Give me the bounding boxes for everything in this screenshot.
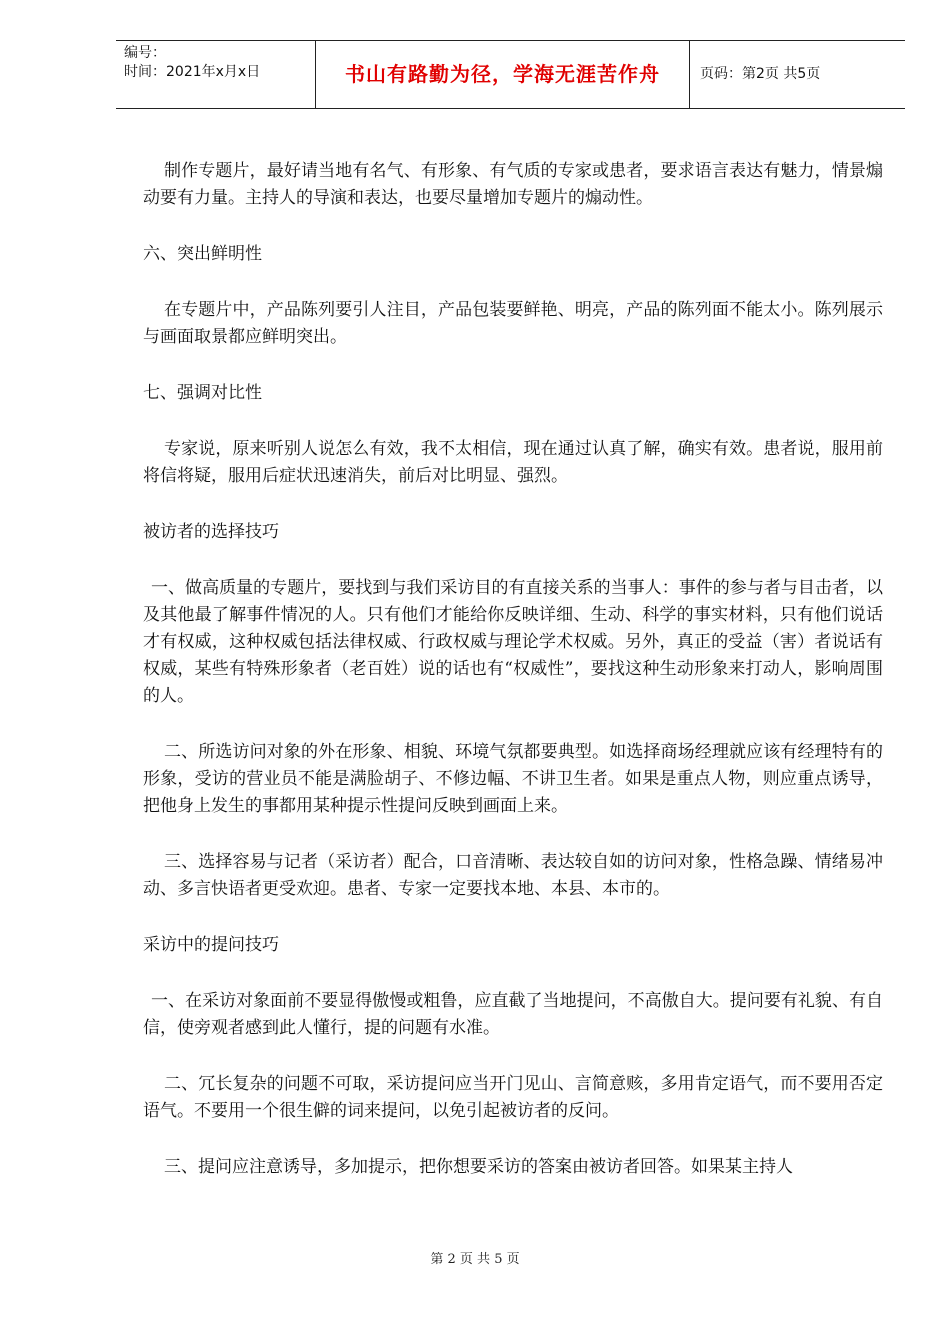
document-body: [143, 158, 883, 1210]
body-paragraph: 三、提问应注意诱导，多加提示，把你想要采访的答案由被访者回答。如果某主持人: [164, 1157, 793, 1177]
body-paragraph: 二、冗长复杂的问题不可取，采访提问应当开门见山、言简意赅，多用肯定语气，而不要用否定语气。不要用一个很生僻的词来提问，以免引起被访者的反问。: [143, 1074, 883, 1121]
body-paragraph: 一、在采访对象面前不要显得傲慢或粗鲁，应直截了当地提问，不高傲自大。提问要有礼貌、有自信，使旁观者感到此人懂行，提的问题有水准。: [143, 991, 883, 1038]
header-meta-cell: [116, 41, 316, 108]
page-footer: 第 2 页 共 5 页: [430, 1252, 520, 1267]
header-page-info: 页码：第2页 共5页: [700, 66, 821, 82]
header-motto-cell: [316, 41, 690, 108]
section-heading: 六、突出鲜明性: [143, 244, 262, 264]
section-heading: 七、强调对比性: [143, 383, 262, 403]
body-paragraph: 专家说，原来听别人说怎么有效，我不太相信，现在通过认真了解，确实有效。患者说，服用前将信将疑，服用后症状迅速消失，前后对比明显、强烈。: [143, 439, 883, 486]
body-paragraph: 二、所选访问对象的外在形象、相貌、环境气氛都要典型。如选择商场经理就应该有经理特有的形象，受访的营业员不能是满脸胡子、不修边幅、不讲卫生者。如果是重点人物，则应重点诱导，把他身上发生的事都用某种提示性提问反映到画面上来。: [143, 742, 883, 816]
header-motto: 书山有路勤为径，学海无涯苦作舟: [345, 62, 660, 86]
body-paragraph: 在专题片中，产品陈列要引人注目，产品包装要鲜艳、明亮，产品的陈列面不能太小。陈列展示与画面取景都应鲜明突出。: [143, 300, 883, 347]
document-time-label: 时间：2021年x月x日: [124, 64, 261, 80]
header-page-cell: [690, 41, 905, 108]
section-heading: 采访中的提问技巧: [143, 935, 279, 955]
section-heading: 被访者的选择技巧: [143, 522, 279, 542]
document-number-label: 编号：: [124, 45, 166, 61]
body-paragraph: 一、做高质量的专题片，要找到与我们采访目的有直接关系的当事人：事件的参与者与目击者，以及其他最了解事件情况的人。只有他们才能给你反映详细、生动、科学的事实材料，只有他们说话才有权威，这种权威包括法律权威、行政权威与理论学术权威。另外，真正的受益（害）者说话有权威，某些有特殊形象者（老百姓）说的话也有“权威性”，要找这种生动形象来打动人，影响周围的人。: [143, 578, 883, 706]
body-paragraph: 制作专题片，最好请当地有名气、有形象、有气质的专家或患者，要求语言表达有魅力，情景煽动要有力量。主持人的导演和表达，也要尽量增加专题片的煽动性。: [143, 161, 883, 208]
page-header: [116, 40, 905, 109]
body-paragraph: 三、选择容易与记者（采访者）配合，口音清晰、表达较自如的访问对象，性格急躁、情绪易冲动、多言快语者更受欢迎。患者、专家一定要找本地、本县、本市的。: [143, 852, 883, 899]
